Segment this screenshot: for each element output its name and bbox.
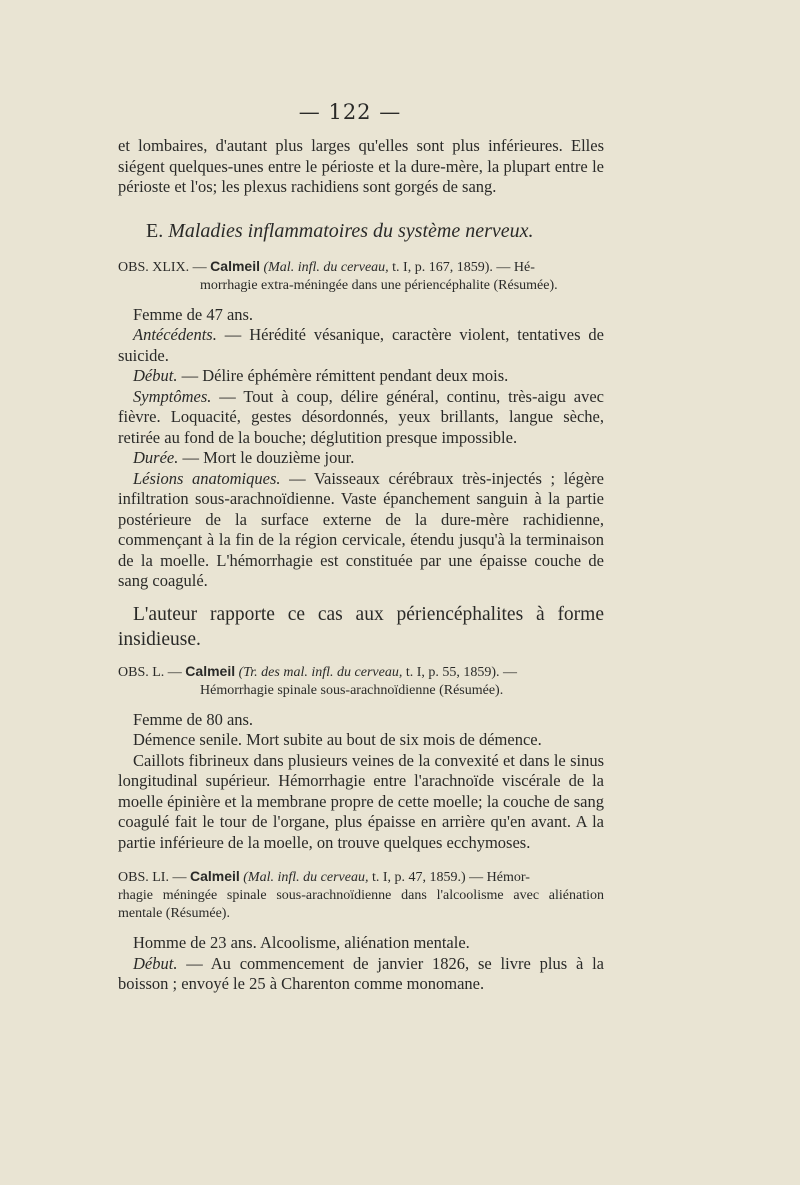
obs-49-debut <box>118 366 604 387</box>
obs-50-ref-title: (Tr. des mal. infl. du cerveau, <box>238 664 403 680</box>
section-letter: E. <box>146 219 164 242</box>
obs-49-number: OBS. XLIX. — <box>118 259 207 275</box>
obs-51-number: OBS. LI. — <box>118 870 187 885</box>
page-number: — 122 — <box>298 100 402 124</box>
section-heading <box>146 220 604 243</box>
duree-label: Durée. <box>133 448 179 467</box>
obs-51-ref-tail: t. I, p. 47, 1859.) — Hémor- <box>371 870 530 885</box>
obs-49-ref-tail: t. I, p. 167, 1859). — Hé- <box>392 259 535 275</box>
obs-51-debut <box>118 954 604 995</box>
section-title: Maladies inflammatoires du système nerveux. <box>168 219 534 242</box>
obs-50-number: OBS. L. — <box>118 664 182 680</box>
obs-49-ref-title: (Mal. infl. du cerveau, <box>263 259 389 275</box>
obs-49-antecedents <box>118 325 604 366</box>
obs-50-heading <box>118 662 604 700</box>
obs-49-heading <box>118 257 604 295</box>
obs-50-ref-tail: t. I, p. 55, 1859). — <box>405 664 518 680</box>
duree-text: — Mort le douzième jour. <box>182 448 355 467</box>
obs-51-subtitle: rhagie méningée spinale sous-arachnoïdienne dans l'alcoolisme avec aliénation mentale (Résumée). <box>118 888 604 921</box>
obs-51-author: Calmeil <box>189 868 240 884</box>
author-note: L'auteur rapporte ce cas aux périencéphalites à forme insidieuse. <box>118 603 604 650</box>
symptomes-label: Symptômes. <box>133 386 212 406</box>
obs-49-patient: Femme de 47 ans. <box>133 304 254 324</box>
lesions-label: Lésions anatomiques. <box>133 468 281 488</box>
obs-49-subtitle: morrhagie extra-méningée dans une périencéphalite (Résumée). <box>200 277 558 293</box>
obs-51-ref-title: (Mal. infl. du cerveau, <box>243 870 369 885</box>
lesions-text: — Vaisseaux cérébraux très-injectés ; légère infiltration sous-arachnoïdienne. Vaste épanchement sanguin à la partie postérieure de la surface externe de la dure-mère rachidienne, commençant à la fin de la région cervicale, étendu jusqu'à la terminaison de la moelle. L'hémorrhagie est constituée par une épaisse couche de sang coagulé. <box>118 468 604 590</box>
obs-51-debut-text: — Au commencement de janvier 1826, se livre plus à la boisson ; envoyé le 25 à Charenton comme monomane. <box>118 953 604 993</box>
obs-50-dementia: Démence senile. Mort subite au bout de six mois de démence. <box>133 730 542 749</box>
obs-49-lesions <box>118 469 604 592</box>
obs-51-heading <box>118 867 604 923</box>
obs-50-subtitle: Hémorrhagie spinale sous-arachnoïdienne (Résumée). <box>200 682 504 698</box>
antecedents-text: — Hérédité vésanique, caractère violent, tentatives de suicide. <box>118 325 605 365</box>
antecedents-label: Antécédents. <box>133 325 217 344</box>
debut-label: Début. <box>133 366 178 385</box>
intro-paragraph: et lombaires, d'autant plus larges qu'elles sont plus inférieures. Elles siégent quelques-unes entre le périoste et la dure-mère, la plupart entre le périoste et l'os; les plexus rachidiens sont gorgés de sang. <box>118 136 604 196</box>
obs-49-author: Calmeil <box>210 257 260 274</box>
symptomes-text: — Tout à coup, délire général, continu, très-aigu avec fièvre. Loquacité, gestes désordonnés, yeux brillants, langue sèche, retirée au fond de la bouche; déglutition presque impossible. <box>118 386 604 447</box>
obs-50-patient: Femme de 80 ans. <box>133 709 254 729</box>
page-content <box>118 136 604 995</box>
obs-49-duree <box>118 448 604 469</box>
obs-51-patient: Homme de 23 ans. Alcoolisme, aliénation mentale. <box>133 933 470 952</box>
debut-text: — Délire éphémère rémittent pendant deux mois. <box>181 366 509 385</box>
obs-50-author: Calmeil <box>185 662 236 679</box>
obs-51-debut-label: Début. <box>133 953 178 973</box>
obs-49-symptomes <box>118 387 604 449</box>
obs-50-findings: Caillots fibrineux dans plusieurs veines de la convexité et dans le sinus longitudinal supérieur. Hémorrhagie entre l'arachnoïde viscérale de la moelle épinière et la membrane propre de cette moelle; la couche de sang coagulé fait le tour de l'organe, plus épaisse en arrière qu'en avant. A la partie inférieure de la moelle, on trouve quelques ecchymoses. <box>118 750 604 852</box>
